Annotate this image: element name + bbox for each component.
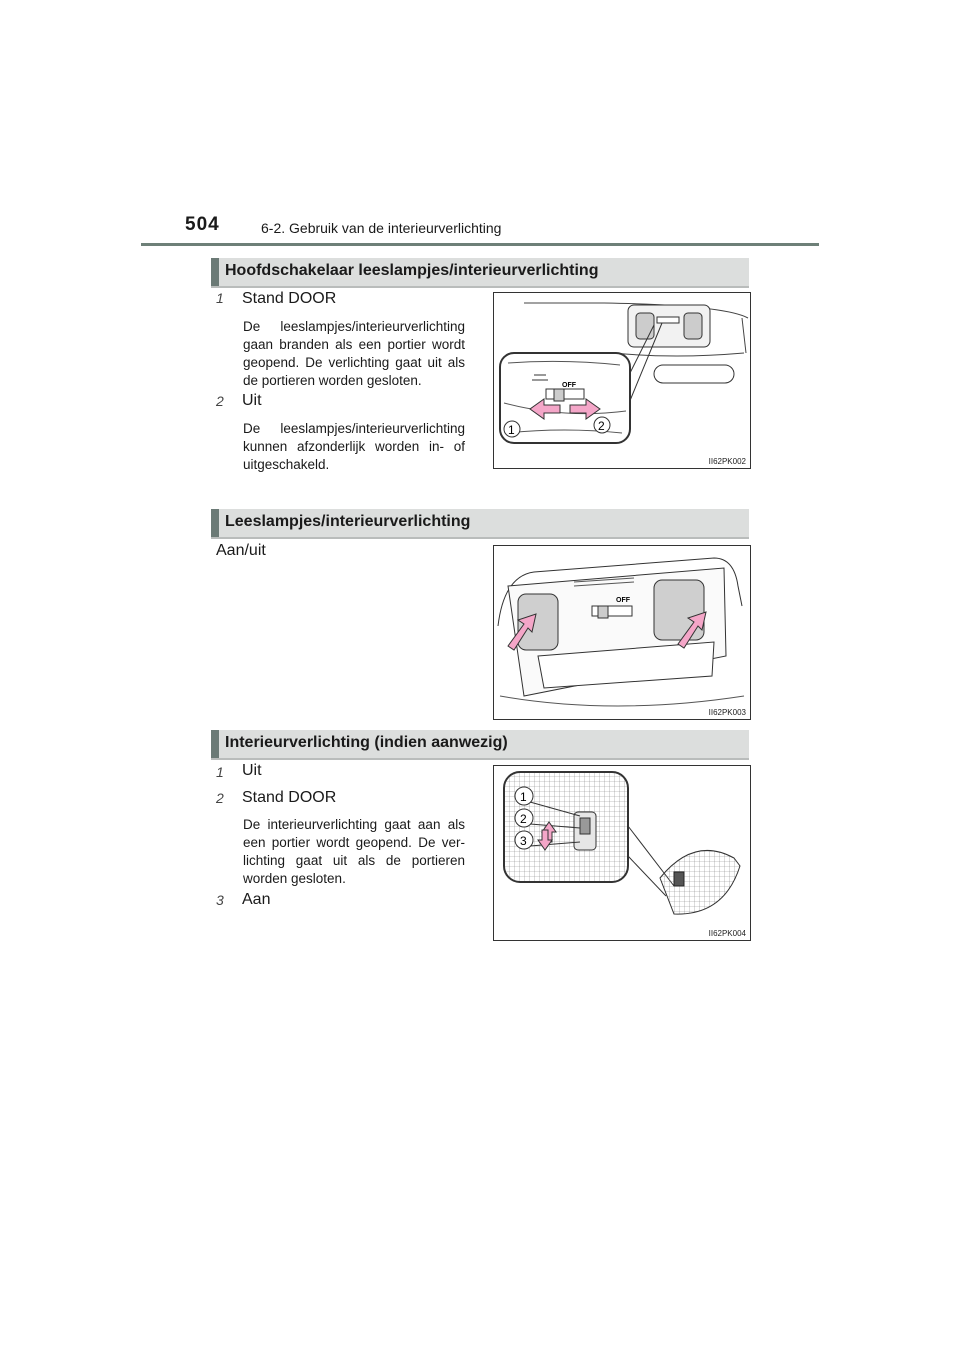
figure-main-switch: [493, 292, 751, 469]
page-header: [185, 214, 815, 244]
item-label: Stand DOOR: [242, 789, 337, 806]
callout-3: 3: [520, 834, 527, 848]
section-title: Leeslampjes/interieurverlichting: [225, 513, 471, 530]
item-description: De interieurverlichting gaat aan als een portier wordt geopend. De ver-lichting gaat uit als de portieren worden gesloten.: [243, 817, 465, 886]
item-label: Uit: [242, 762, 262, 779]
illustration-interior-light: [494, 766, 750, 940]
header-rule: [141, 243, 819, 246]
callout-1: 1: [508, 423, 515, 437]
page-number: 504: [185, 214, 220, 235]
figure-reading-lights: [493, 545, 751, 720]
switch-label: OFF: [616, 597, 630, 604]
chapter-title: 6-2. Gebruik van de interieurverlichting: [261, 220, 502, 236]
item-label: Aan/uit: [216, 542, 266, 559]
item-number: 1: [216, 764, 224, 780]
figure-code: II62PK004: [708, 929, 746, 938]
figure-code: II62PK002: [708, 457, 746, 466]
section-title: Hoofdschakelaar leeslampjes/interieurverlichting: [225, 262, 599, 279]
section-heading-main-switch: [211, 258, 749, 288]
switch-label: OFF: [562, 382, 576, 389]
item-number: 1: [216, 290, 224, 306]
illustration-reading-lights: [494, 546, 750, 719]
item-number: 2: [216, 393, 224, 409]
callout-2: 2: [520, 812, 527, 826]
item-number: 2: [216, 790, 224, 806]
item-number: 3: [216, 892, 224, 908]
callout-1: 1: [520, 790, 527, 804]
figure-code: II62PK003: [708, 708, 746, 717]
illustration-main-switch: [494, 293, 750, 468]
callout-2: 2: [598, 419, 605, 433]
item-label: Uit: [242, 392, 262, 409]
item-label: Aan: [242, 891, 271, 908]
figure-interior-light: [493, 765, 751, 941]
item-description: De leeslampjes/interieurverlichting gaan branden als een portier wordt geopend. De verlichting gaat uit als de portieren worden gesloten.: [243, 319, 465, 388]
item-description: De leeslampjes/interieurverlichting kunnen afzonderlijk worden in- of uitgeschakeld.: [243, 421, 465, 472]
section-heading-reading-lights: [211, 509, 749, 539]
section-title: Interieurverlichting (indien aanwezig): [225, 734, 508, 751]
item-label: Stand DOOR: [242, 290, 337, 307]
section-heading-interior-light: [211, 730, 749, 760]
